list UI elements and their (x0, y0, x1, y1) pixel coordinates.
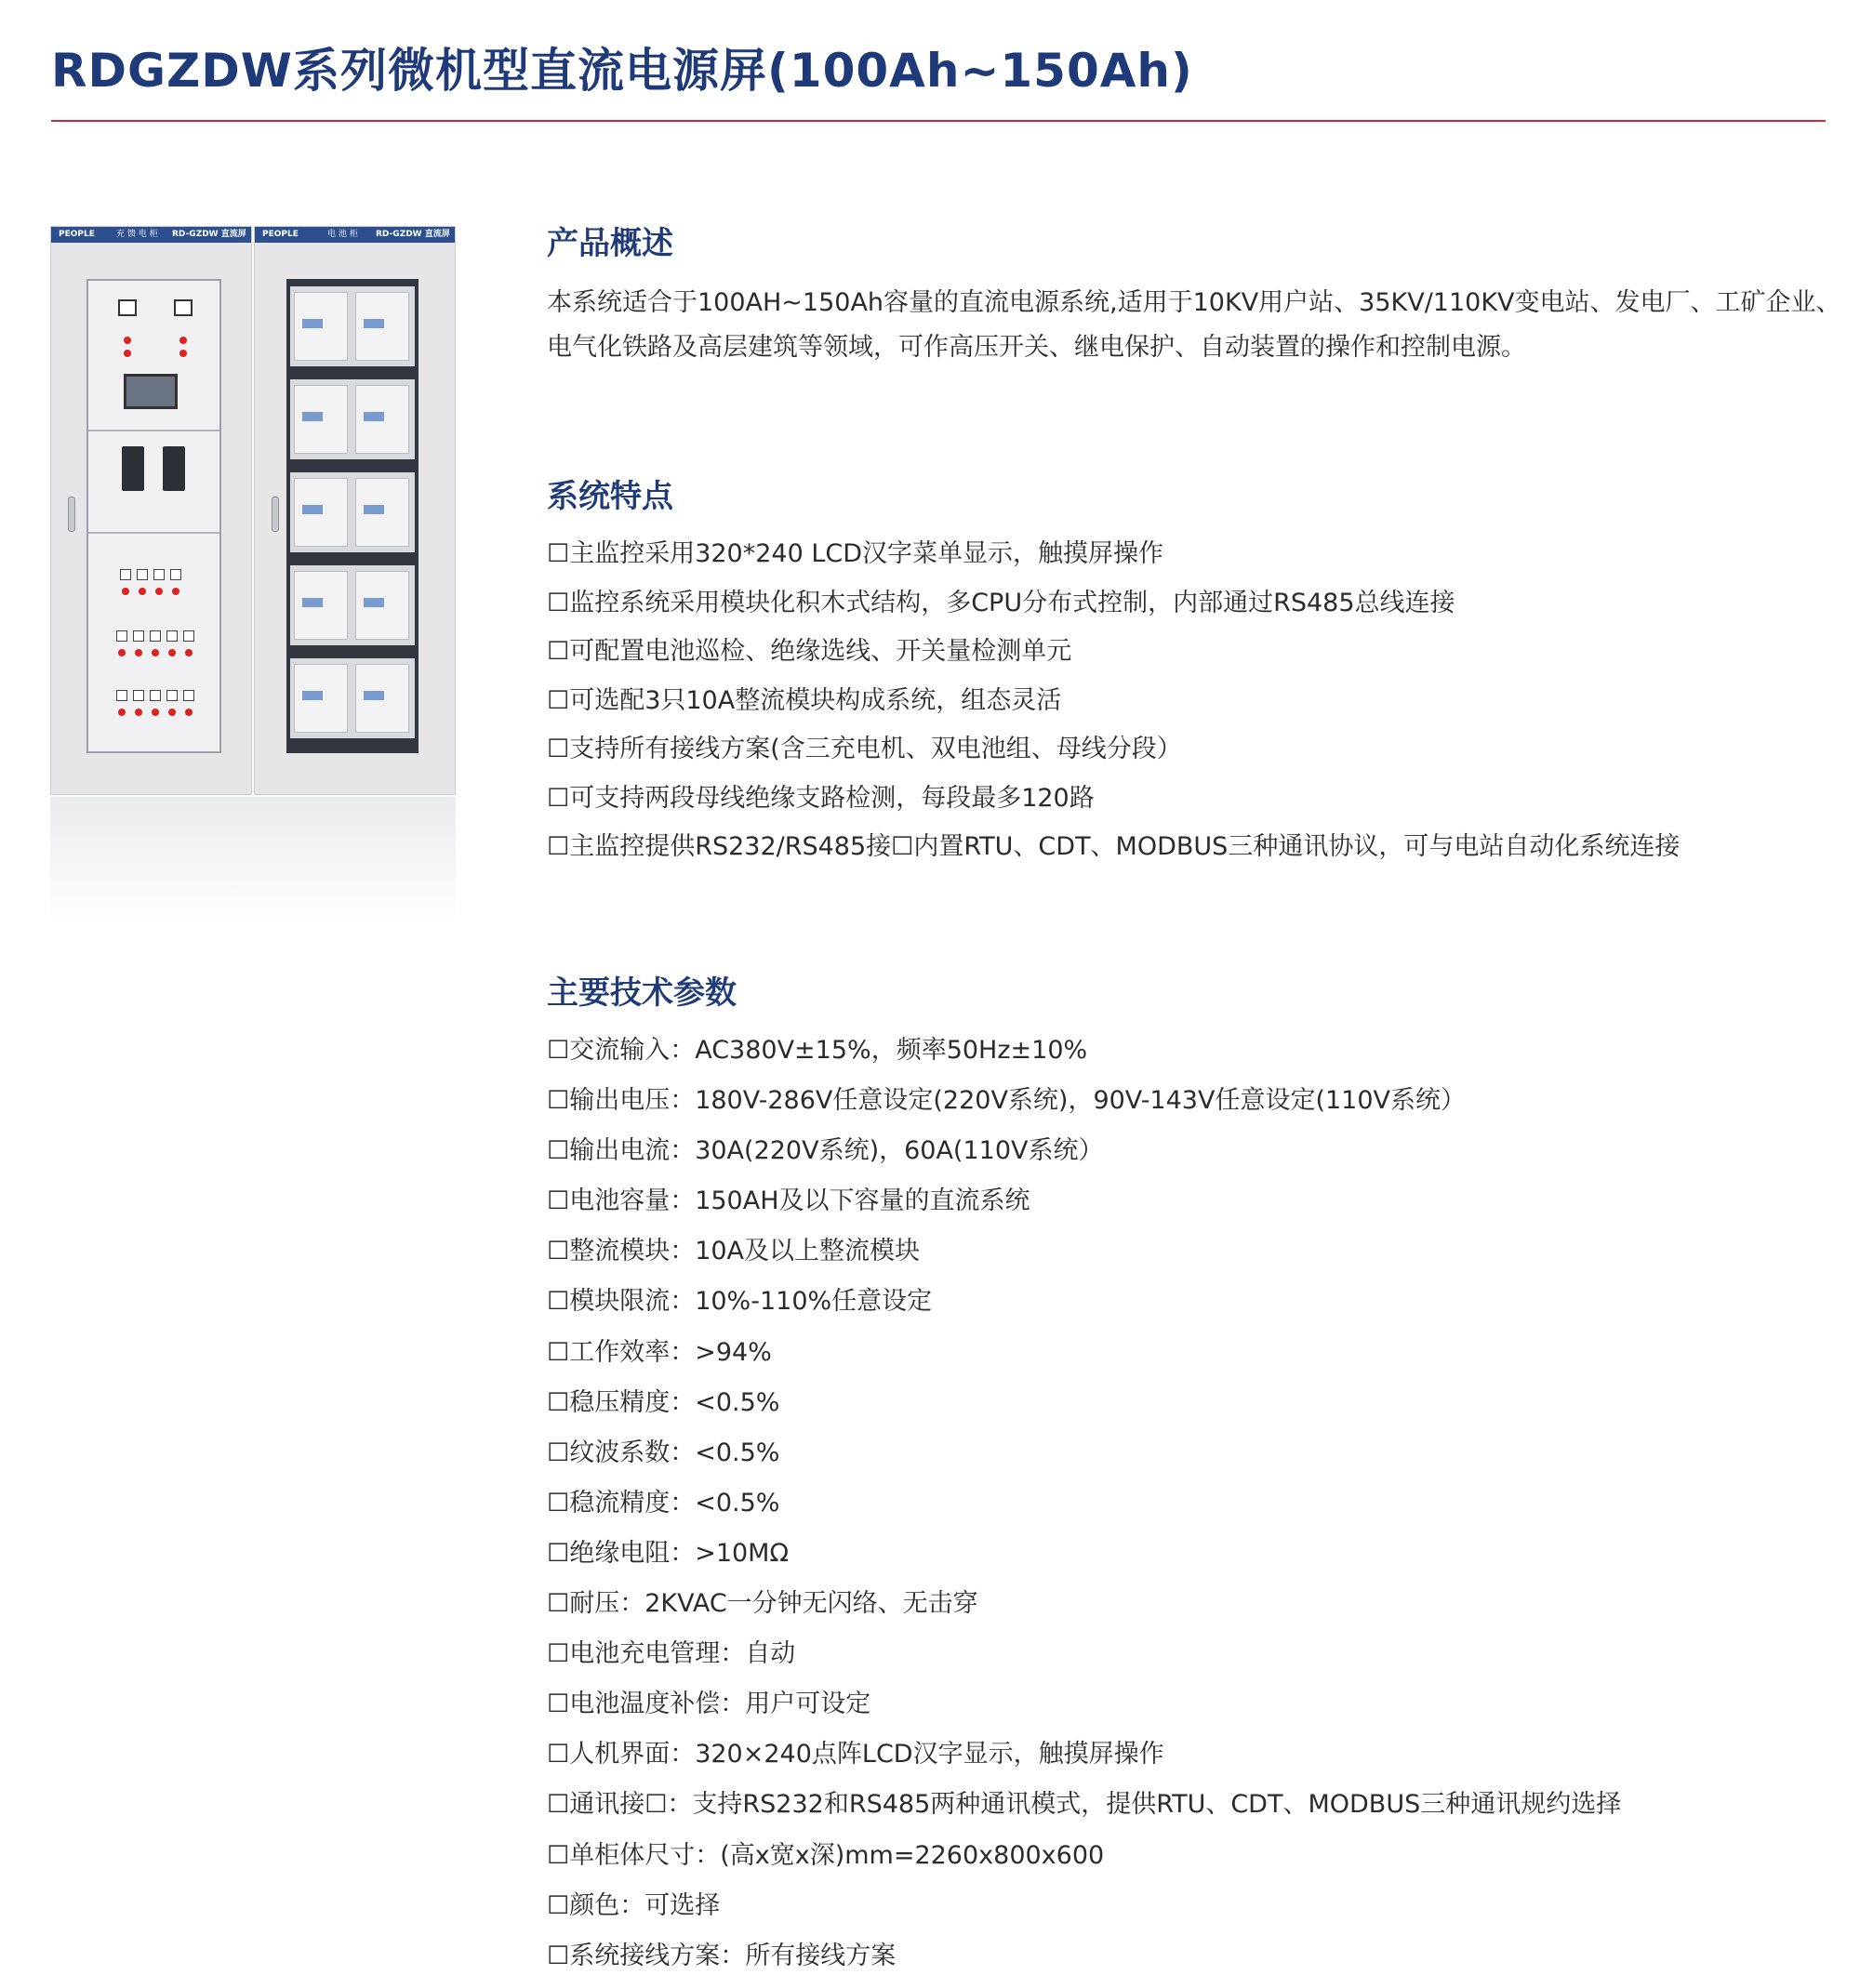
specs-list (547, 1026, 1621, 1981)
indicator-lamp (152, 709, 159, 716)
spec-item: ☐通讯接☐：支持RS232和RS485两种通讯模式，提供RTU、CDT、MODBUS三种通讯规约选择 (547, 1790, 1622, 1820)
features-list (547, 530, 1680, 872)
indicator-lamp (118, 649, 126, 656)
spec-item: ☐纹波系数：<0.5% (547, 1438, 780, 1467)
charging-cabinet (50, 226, 252, 795)
spec-item: ☐电池温度补偿：用户可设定 (547, 1690, 871, 1719)
breaker-icon (166, 630, 178, 642)
battery-shelf (290, 472, 415, 552)
feature-item: ☐主监控提供RS232/RS485接☐内置RTU、CDT、MODBUS三种通讯协议，可与电站自动化系统连接 (547, 832, 1681, 861)
spec-item: ☐输出电压：180V-286V任意设定(220V系统)，90V-143V任意设定(110V系统） (547, 1086, 1466, 1116)
indicator-lamp (152, 649, 159, 656)
cabinet-brand: PEOPLE (262, 230, 299, 239)
page-title: RDGZDW系列微机型直流电源屏(100Ah~150Ah) (51, 44, 1193, 98)
specs-heading: 主要技术参数 (547, 974, 737, 1012)
battery-cabinet (254, 226, 456, 795)
breaker-icon (170, 569, 181, 580)
indicator-lamp (179, 337, 187, 344)
cabinet-door (86, 279, 221, 753)
voltmeter-icon (118, 299, 137, 316)
indicator-lamp (135, 709, 142, 716)
spec-item: ☐整流模块：10A及以上整流模块 (547, 1237, 921, 1266)
spec-item: ☐耐压：2KVAC一分钟无闪络、无击穿 (547, 1589, 978, 1619)
overview-heading: 产品概述 (547, 225, 673, 262)
spec-item: ☐交流输入：AC380V±15%，频率50Hz±10% (547, 1036, 1088, 1065)
feature-item: ☐监控系统采用模块化积木式结构，多CPU分布式控制，内部通过RS485总线连接 (547, 588, 1455, 617)
battery-shelf (290, 565, 415, 645)
feature-item: ☐可选配3只10A整流模块构成系统，组态灵活 (547, 685, 1062, 715)
breaker-icon (133, 690, 144, 701)
breaker-icon (137, 569, 148, 580)
battery-icon (294, 478, 348, 547)
indicator-lamp (168, 709, 176, 716)
breaker-icon (116, 630, 127, 642)
battery-icon (294, 571, 348, 640)
spec-item: ☐稳压精度：<0.5% (547, 1387, 780, 1417)
indicator-lamp (179, 350, 187, 357)
battery-shelf (290, 658, 415, 738)
breaker-icon (120, 569, 131, 580)
cabinet-header-bar (255, 227, 455, 243)
rectifier-module (122, 446, 144, 491)
cabinet-name: 电 池 柜 (327, 230, 358, 239)
indicator-lamp (185, 709, 193, 716)
cabinet-model: RD-GZDW 直流屏 (376, 230, 450, 239)
indicator-lamp (122, 588, 129, 595)
feature-item: ☐主监控采用320*240 LCD汉字菜单显示，触摸屏操作 (547, 539, 1164, 568)
battery-shelf (290, 379, 415, 459)
battery-icon (355, 478, 409, 547)
battery-rack (286, 279, 418, 753)
spec-item: ☐电池容量：150AH及以下容量的直流系统 (547, 1186, 1030, 1216)
breaker-icon (133, 630, 144, 642)
door-handle-icon (272, 497, 279, 532)
breaker-icon (166, 690, 178, 701)
spec-item: ☐输出电流：30A(220V系统)，60A(110V系统） (547, 1136, 1104, 1166)
spec-item: ☐绝缘电阻：>10MΩ (547, 1538, 790, 1568)
indicator-lamp (139, 588, 146, 595)
overview-text: 本系统适合于100AH~150Ah容量的直流电源系统,适用于10KV用户站、35KV/110KV变电站、发电厂、工矿企业、电气化铁路及高层建筑等领域，可作高压开关、继电保护、自动装置的操作和控制电源。 (547, 288, 1841, 362)
breaker-icon (183, 630, 194, 642)
cabinet-brand: PEOPLE (59, 230, 95, 239)
battery-icon (355, 571, 409, 640)
battery-icon (355, 292, 409, 361)
indicator-lamp (118, 709, 126, 716)
spec-item: ☐人机界面：320×240点阵LCD汉字显示，触摸屏操作 (547, 1740, 1164, 1769)
rectifier-module (163, 446, 185, 491)
spec-item: ☐单柜体尺寸：(高x宽x深)mm=2260x800x600 (547, 1840, 1105, 1870)
indicator-lamp (124, 350, 131, 357)
breaker-icon (183, 690, 194, 701)
battery-shelf (290, 286, 415, 366)
door-handle-icon (68, 497, 75, 532)
cabinet-header-bar (51, 227, 251, 243)
feature-item: ☐可支持两段母线绝缘支路检测，每段最多120路 (547, 783, 1095, 813)
feature-item: ☐可配置电池巡检、绝缘选线、开关量检测单元 (547, 637, 1072, 666)
door-panel-divider (88, 532, 219, 534)
indicator-lamp (135, 649, 142, 656)
breaker-icon (116, 690, 127, 701)
battery-icon (294, 292, 348, 361)
breaker-icon (150, 630, 161, 642)
battery-icon (355, 664, 409, 733)
battery-icon (294, 664, 348, 733)
spec-item: ☐工作效率：>94% (547, 1337, 772, 1367)
product-image (50, 226, 456, 923)
spec-item: ☐稳流精度：<0.5% (547, 1488, 780, 1518)
indicator-lamp (124, 337, 131, 344)
features-heading: 系统特点 (547, 478, 673, 515)
cabinet-model: RD-GZDW 直流屏 (172, 230, 246, 239)
indicator-lamp (172, 588, 179, 595)
breaker-icon (153, 569, 165, 580)
battery-icon (294, 385, 348, 454)
spec-item: ☐模块限流：10%-110%任意设定 (547, 1287, 933, 1317)
breaker-icon (150, 690, 161, 701)
spec-item: ☐颜色：可选择 (547, 1890, 721, 1920)
title-divider (51, 120, 1826, 122)
battery-icon (355, 385, 409, 454)
cabinet-name: 充 馈 电 柜 (116, 230, 158, 239)
lcd-screen (124, 374, 178, 409)
indicator-lamp (185, 649, 193, 656)
spec-item: ☐电池充电管理：自动 (547, 1639, 796, 1669)
ammeter-icon (174, 299, 193, 316)
door-panel-divider (88, 430, 219, 431)
indicator-lamp (168, 649, 176, 656)
floor-reflection (50, 797, 456, 923)
spec-item: ☐系统接线方案：所有接线方案 (547, 1941, 897, 1970)
indicator-lamp (155, 588, 163, 595)
feature-item: ☐支持所有接线方案(含三充电机、双电池组、母线分段） (547, 735, 1182, 763)
